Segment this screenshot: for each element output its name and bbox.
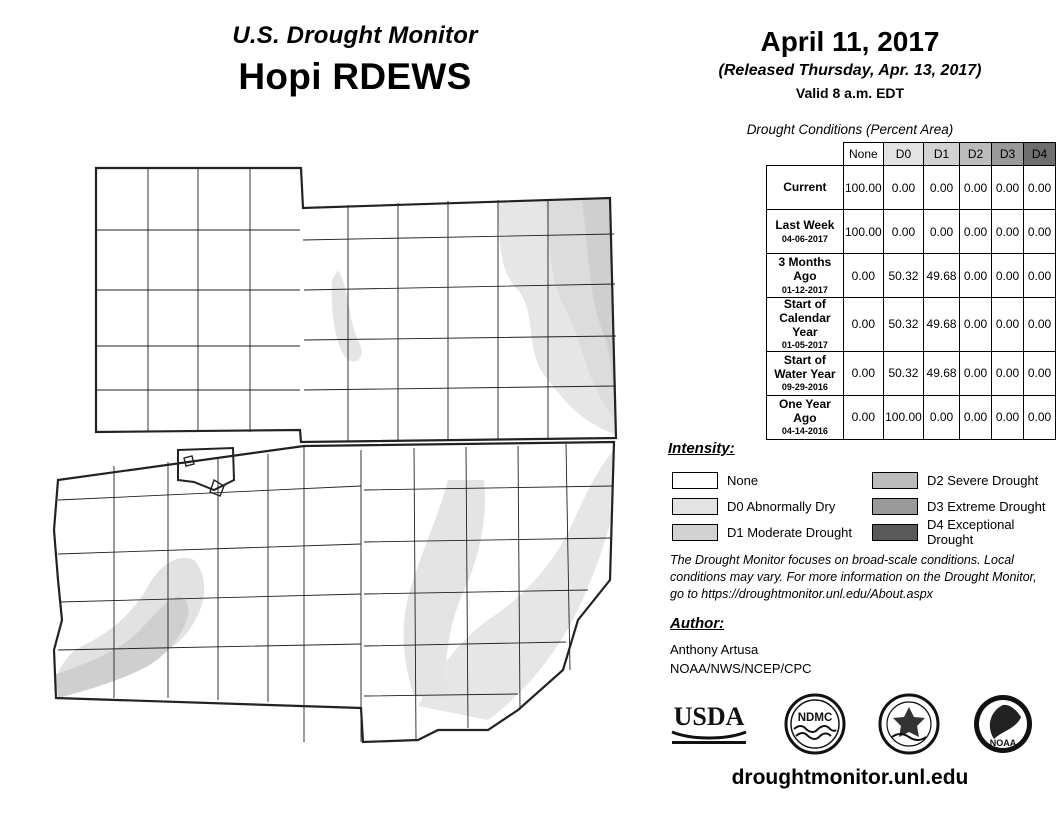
legend-label-none: None <box>727 472 759 488</box>
legend-swatch-d2 <box>872 472 918 489</box>
cell-current-d3: 0.00 <box>992 166 1024 210</box>
table-row <box>767 166 1056 210</box>
legend-column-right <box>872 468 1056 546</box>
row-label-start-of-water-year <box>767 351 844 395</box>
legend-column-left <box>672 468 852 546</box>
legend-label-d3: D3 Extreme Drought <box>927 498 1046 514</box>
logo-row <box>660 690 1040 758</box>
cell-oneyear-d3: 0.00 <box>992 395 1024 439</box>
author-affiliation: NOAA/NWS/NCEP/CPC <box>670 660 812 676</box>
cell-oneyear-d1: 0.00 <box>924 395 960 439</box>
table-caption: Drought Conditions (Percent Area) <box>746 122 954 137</box>
column-header-d1: D1 <box>924 143 960 166</box>
author-heading: Author: <box>670 615 725 632</box>
cell-3months-d3: 0.00 <box>992 254 1024 298</box>
map-date: April 11, 2017 <box>760 26 940 57</box>
table-header-row <box>767 143 1056 166</box>
cell-oneyear-d2: 0.00 <box>960 395 992 439</box>
cell-3months-d0: 50.32 <box>883 254 923 298</box>
legend-swatch-none <box>672 472 718 489</box>
table-row <box>767 254 1056 298</box>
table-row <box>767 210 1056 254</box>
cell-calyear-d4: 0.00 <box>1023 298 1055 352</box>
drought-map <box>18 150 658 790</box>
row-label-3-months-ago <box>767 254 844 298</box>
disclaimer-text: The Drought Monitor focuses on broad-scale conditions. Local conditions may vary. For more information on the Drought Monitor, go to https://droughtmonitor.unl.edu/About.aspx <box>670 553 1037 601</box>
column-header-none: None <box>843 143 883 166</box>
table-row <box>767 298 1056 352</box>
page-title-region: Hopi RDEWS <box>238 56 472 97</box>
nws-logo <box>878 693 940 755</box>
svg-text:USDA: USDA <box>673 702 745 731</box>
cell-lastweek-d4: 0.00 <box>1023 210 1055 254</box>
release-date: (Released Thursday, Apr. 13, 2017) <box>718 62 982 79</box>
legend-item-none <box>672 468 852 492</box>
legend-swatch-d0 <box>672 498 718 515</box>
cell-3months-none: 0.00 <box>843 254 883 298</box>
column-header-d4: D4 <box>1023 143 1055 166</box>
title-block <box>120 22 590 98</box>
cell-oneyear-none: 0.00 <box>843 395 883 439</box>
cell-calyear-d3: 0.00 <box>992 298 1024 352</box>
author-name: Anthony Artusa <box>670 642 759 657</box>
cell-wateryear-d3: 0.00 <box>992 351 1024 395</box>
cell-3months-d2: 0.00 <box>960 254 992 298</box>
noaa-logo <box>972 693 1034 755</box>
table-corner-cell <box>767 143 844 166</box>
row-label-date: 04-14-2016 <box>781 426 828 437</box>
legend-label-d2: D2 Severe Drought <box>927 472 1039 488</box>
legend-item-d3 <box>872 494 1056 518</box>
cell-3months-d4: 0.00 <box>1023 254 1055 298</box>
cell-wateryear-none: 0.00 <box>843 351 883 395</box>
valid-time: Valid 8 a.m. EDT <box>795 85 905 101</box>
legend-label-d4: D4 Exceptional Drought <box>927 517 1015 547</box>
column-header-d2: D2 <box>960 143 992 166</box>
cell-current-none: 100.00 <box>843 166 883 210</box>
row-label-date: 01-05-2017 <box>781 340 828 351</box>
cell-lastweek-d1: 0.00 <box>924 210 960 254</box>
legend-swatch-d4 <box>872 524 918 541</box>
legend-label-d1: D1 Moderate Drought <box>727 524 853 540</box>
legend-label-d0: D0 Abnormally Dry <box>727 498 836 514</box>
cell-current-d4: 0.00 <box>1023 166 1055 210</box>
svg-text:NOAA: NOAA <box>989 738 1017 748</box>
cell-lastweek-d3: 0.00 <box>992 210 1024 254</box>
row-label-text: Start of Calendar Year <box>779 297 831 339</box>
cell-calyear-d0: 50.32 <box>883 298 923 352</box>
table-row <box>767 351 1056 395</box>
row-label-start-of-calendar-year <box>767 298 844 352</box>
cell-current-d2: 0.00 <box>960 166 992 210</box>
cell-oneyear-d4: 0.00 <box>1023 395 1055 439</box>
row-label-date: 04-06-2017 <box>781 233 828 244</box>
row-label-one-year-ago <box>767 395 844 439</box>
row-label-date: 01-12-2017 <box>781 284 828 295</box>
cell-wateryear-d0: 50.32 <box>883 351 923 395</box>
cell-wateryear-d2: 0.00 <box>960 351 992 395</box>
row-label-text: 3 Months Ago <box>778 255 832 283</box>
cell-current-d0: 0.00 <box>883 166 923 210</box>
cell-calyear-none: 0.00 <box>843 298 883 352</box>
cell-lastweek-d2: 0.00 <box>960 210 992 254</box>
intensity-heading: Intensity: <box>668 440 735 457</box>
legend-item-d0 <box>672 494 852 518</box>
usda-logo <box>666 699 752 749</box>
legend-item-d2 <box>872 468 1056 492</box>
cell-lastweek-none: 100.00 <box>843 210 883 254</box>
cell-wateryear-d1: 49.68 <box>924 351 960 395</box>
author-block <box>670 641 812 679</box>
cell-3months-d1: 49.68 <box>924 254 960 298</box>
page-title-drought-monitor: U.S. Drought Monitor <box>232 22 478 49</box>
row-label-text: Start of Water Year <box>774 352 836 381</box>
row-label-text: Current <box>783 179 827 194</box>
legend-item-d4 <box>872 517 1056 547</box>
cell-calyear-d1: 49.68 <box>924 298 960 352</box>
cell-current-d1: 0.00 <box>924 166 960 210</box>
row-label-date: 09-29-2016 <box>781 382 828 393</box>
cell-lastweek-d0: 0.00 <box>883 210 923 254</box>
column-header-d3: D3 <box>992 143 1024 166</box>
map-svg <box>18 150 658 790</box>
cell-oneyear-d0: 100.00 <box>883 395 923 439</box>
svg-text:NDMC: NDMC <box>797 712 833 724</box>
legend-swatch-d3 <box>872 498 918 515</box>
row-label-text: One Year Ago <box>778 396 831 425</box>
table-row <box>767 395 1056 439</box>
drought-conditions-table <box>766 142 1056 440</box>
legend-item-d1 <box>672 520 852 544</box>
row-label-text: Last Week <box>775 217 835 232</box>
date-block <box>660 26 1040 101</box>
row-label-last-week <box>767 210 844 254</box>
ndmc-logo <box>784 693 846 755</box>
row-label-current <box>767 166 844 210</box>
cell-calyear-d2: 0.00 <box>960 298 992 352</box>
column-header-d0: D0 <box>883 143 923 166</box>
site-url: droughtmonitor.unl.edu <box>731 766 969 789</box>
legend-swatch-d1 <box>672 524 718 541</box>
cell-wateryear-d4: 0.00 <box>1023 351 1055 395</box>
